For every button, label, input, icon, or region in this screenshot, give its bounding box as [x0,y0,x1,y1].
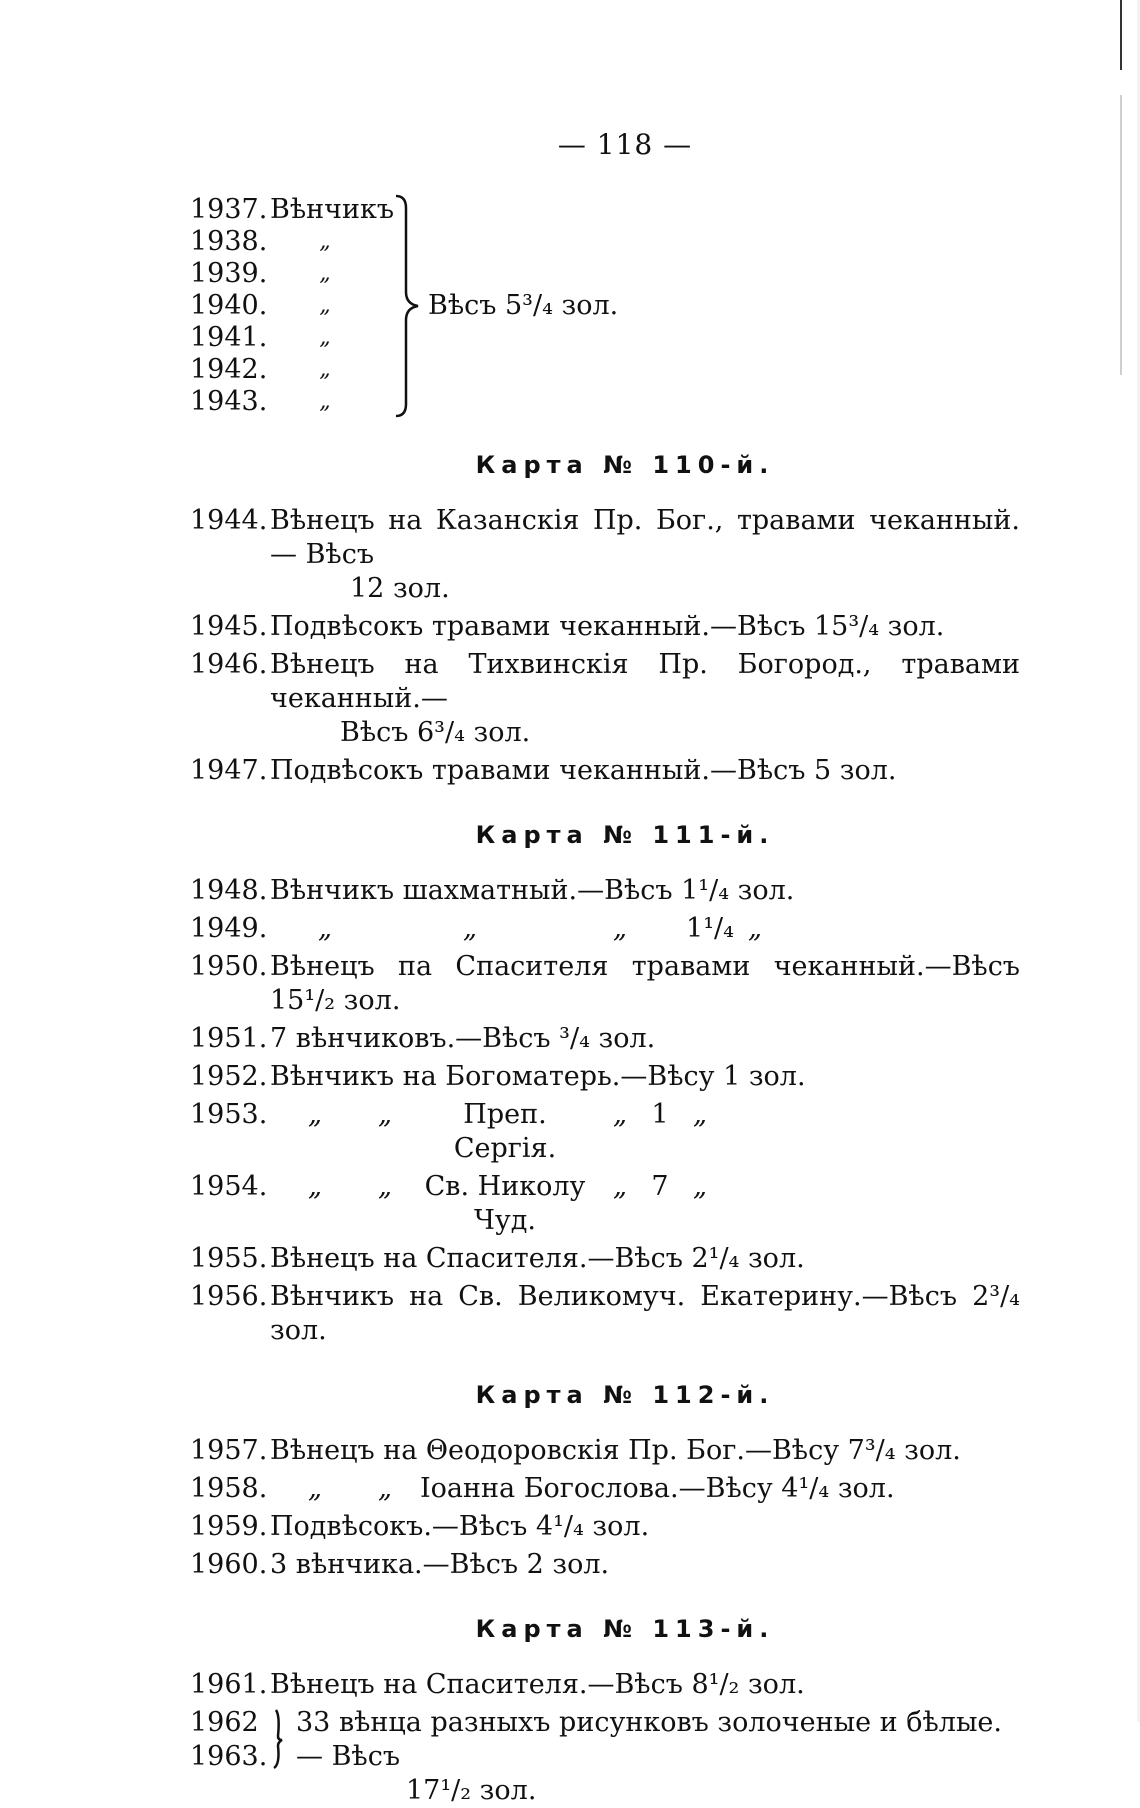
entry-continuation: Вѣсъ 6³/₄ зол. [340,717,531,748]
item-number: 1949. [190,913,268,944]
ditto-mark: „ [318,913,332,944]
ditto-mark: „ [319,261,331,286]
item-number: 1963. [190,1741,268,1772]
ditto-mark: „ [378,1171,392,1202]
entry [190,648,1020,750]
entry-text: Вѣнецъ на Θеодоровскія Пр. Бог.—Вѣсу 7³/₄ зол. [270,1435,961,1466]
item-number: 1940. [190,290,268,321]
item-number: 1958. [190,1473,268,1504]
item-number: 1946. [190,649,268,680]
ditto-text: Св. Николу Чуд. [424,1171,586,1236]
entry [190,1434,1020,1468]
entry [190,1280,1020,1348]
list-item [190,194,395,226]
item-number: 1956. [190,1281,268,1312]
entry-text: 33 вѣнца разныхъ рисунковъ золоченые и бѣлые. — Вѣсъ [296,1707,1002,1772]
ditto-mark: „ [693,1171,707,1202]
ditto-mark: „ [319,357,331,382]
item-number: 1955. [190,1243,268,1274]
page [190,128,1020,1808]
entry-text: Вѣнецъ на Спасителя.—Вѣсъ 8¹/₂ зол. [270,1669,805,1700]
entry [190,504,1020,606]
item-number: 1951. [190,1023,268,1054]
section-heading-110: Карта № 110-й. [475,451,775,479]
bracket-group-1937-1943 [190,192,1020,420]
ditto-mark: „ [463,913,477,944]
ditto-mark: „ [319,389,331,414]
scan-artifact [1120,0,1122,70]
entry-text: Вѣнецъ на Тихвинскія Пр. Богород., травами чеканный.— [270,649,1020,714]
item-number: 1942. [190,354,268,385]
ditto-text: Преп. Сергія. [453,1099,557,1164]
entry-text: Подвѣсокъ.—Вѣсъ 4¹/₄ зол. [270,1511,650,1542]
page-number: — 118 — [557,128,693,161]
entry [190,1668,1020,1702]
ditto-mark: „ [693,1099,707,1130]
entry [190,1548,1020,1582]
entry [190,1060,1020,1094]
section-heading-111: Карта № 111-й. [475,821,775,849]
ditto-row [190,1098,1020,1166]
item-number: 1944. [190,505,268,536]
entry-text: Подвѣсокъ травами чеканный.—Вѣсъ 15³/₄ зол. [270,611,945,642]
list-item [190,354,390,386]
ditto-mark: „ [613,1099,627,1130]
entry-text: Вѣнецъ па Спасителя травами чеканный.—Вѣсъ 15¹/₂ зол. [270,951,1020,1016]
ditto-mark: „ [378,1099,392,1130]
item-number: 1939. [190,258,268,289]
entry [190,1242,1020,1276]
item-number: 1937. [190,194,268,225]
item-number: 1943. [190,386,268,417]
entry-pair [190,1706,1020,1808]
item-number: 1938. [190,226,268,257]
item-number: 1947. [190,755,268,786]
scan-artifact [1120,95,1122,375]
ditto-mark: „ [319,229,331,254]
ditto-mark: „ [308,1473,322,1504]
entry-text: 3 вѣнчика.—Вѣсъ 2 зол. [270,1549,610,1580]
ditto-value: 1 [651,1099,669,1130]
item-number: 1948. [190,875,268,906]
entry-text: Вѣнчикъ на Св. Великомуч. Екатерину.—Вѣсъ 2³/₄ зол. [270,1281,1020,1346]
ditto-mark: „ [613,1171,627,1202]
ditto-value: 1¹/₄ [686,913,734,944]
list-item [190,258,390,290]
ditto-mark: „ [308,1099,322,1130]
section-heading-113: Карта № 113-й. [475,1615,775,1643]
entry [190,950,1020,1018]
entry-text: Вѣнчикъ на Богоматерь.—Вѣсу 1 зол. [270,1061,806,1092]
entry-text: 7 вѣнчиковъ.—Вѣсъ ³/₄ зол. [270,1023,656,1054]
item-number: 1945. [190,611,268,642]
ditto-mark: „ [308,1171,322,1202]
item-label: Вѣнчикъ [270,194,395,225]
section-heading-112: Карта № 112-й. [475,1381,775,1409]
ditto-row [190,1472,1020,1506]
ditto-mark: „ [319,293,331,318]
item-number: 1959. [190,1511,268,1542]
item-number: 1962 [190,1707,259,1738]
ditto-mark: „ [613,913,627,944]
entry [190,1022,1020,1056]
entry-text: Вѣнецъ на Спасителя.—Вѣсъ 2¹/₄ зол. [270,1243,805,1274]
list-item [190,322,390,354]
item-number: 1961. [190,1669,268,1700]
brace-icon [270,1706,286,1770]
entry-text: Вѣнчикъ шахматный.—Вѣсъ 1¹/₄ зол. [270,875,795,906]
entry-continuation: 17¹/₂ зол. [406,1775,537,1806]
list-item [190,290,390,322]
item-number: 1954. [190,1171,268,1202]
entry [190,1510,1020,1544]
entry-text: Вѣнецъ на Казанскія Пр. Бог., травами чеканный. — Вѣсъ [270,505,1020,570]
bracket-weight: Вѣсъ 5³/₄ зол. [428,290,619,321]
item-number: 1960. [190,1549,268,1580]
bracket-items [190,194,395,418]
entry [190,610,1020,644]
ditto-row [190,912,1020,946]
ditto-row [190,1170,1020,1238]
item-number: 1953. [190,1099,268,1130]
entry-text: Подвѣсокъ травами чеканный.—Вѣсъ 5 зол. [270,755,897,786]
list-item [190,226,390,258]
list-item [190,386,390,418]
item-number: 1952. [190,1061,268,1092]
ditto-mark: „ [378,1473,392,1504]
ditto-mark: „ [748,913,762,944]
ditto-text: Іоанна Богослова.—Вѣсу 4¹/₄ зол. [420,1473,895,1504]
entry [190,754,1020,788]
entry-continuation: 12 зол. [350,573,450,604]
item-number: 1950. [190,951,268,982]
ditto-mark: „ [319,325,331,350]
right-brace-icon [392,192,422,420]
item-number: 1957. [190,1435,268,1466]
entry [190,874,1020,908]
item-number: 1941. [190,322,268,353]
ditto-value: 7 [651,1171,669,1202]
